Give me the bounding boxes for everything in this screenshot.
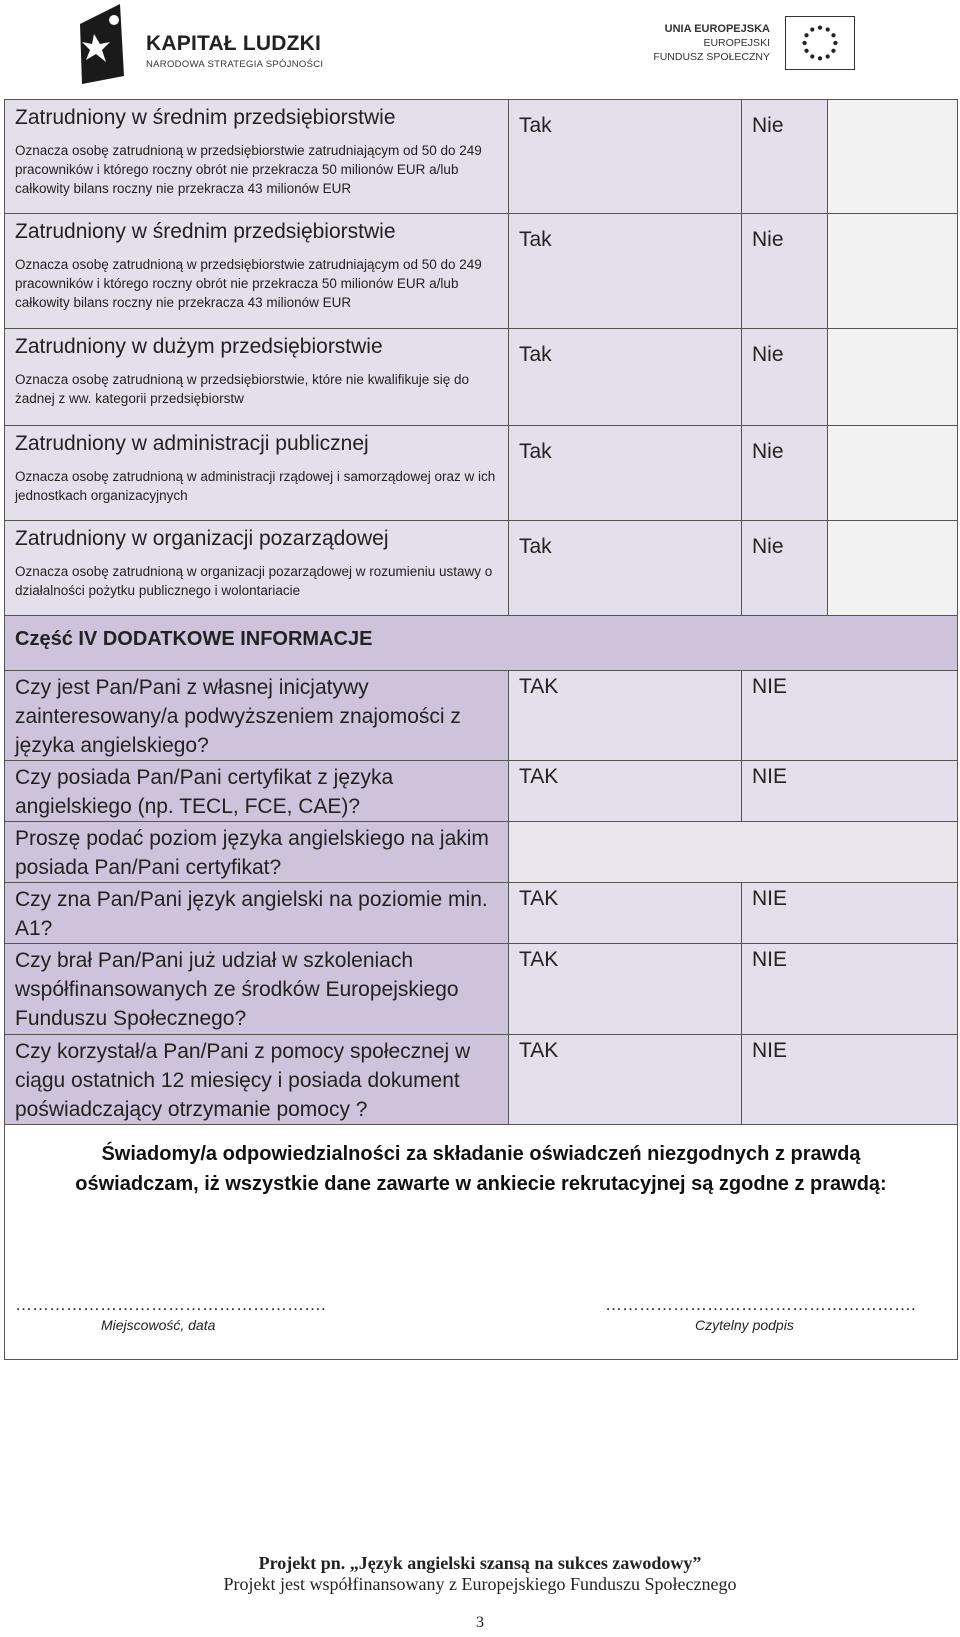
option-no[interactable]: NIE [742, 883, 958, 944]
employment-label-cell [5, 214, 509, 329]
blank-cell [828, 100, 958, 214]
question-text: Czy brał Pan/Pani już udział w szkoleniach współfinansowanych ze środków Europejskiego Funduszu Społecznego? [5, 944, 509, 1035]
question-text: Czy zna Pan/Pani język angielski na poziomie min. A1? [5, 883, 509, 944]
employment-desc: Oznacza osobę zatrudnioną w przedsiębiorstwie, które nie kwalifikuje się do żadnej z ww. kategorii przedsiębiorstw [15, 372, 469, 406]
logo-title: KAPITAŁ LUDZKI [146, 32, 322, 55]
question-row [5, 883, 958, 944]
eu-logo [640, 16, 855, 72]
option-yes[interactable]: Tak [509, 214, 742, 329]
question-text: Czy posiada Pan/Pani certyfikat z języka angielskiego (np. TECL, FCE, CAE)? [5, 761, 509, 822]
employment-title: Zatrudniony w administracji publicznej [15, 432, 369, 455]
option-no[interactable]: NIE [742, 944, 958, 1035]
option-yes[interactable]: TAK [509, 761, 742, 822]
employment-label-cell [5, 521, 509, 616]
eu-logo-text [653, 22, 770, 64]
question-text: Czy korzystał/a Pan/Pani z pomocy społecznej w ciągu ostatnich 12 miesięcy i posiada dokument poświadczający otrzymanie pomocy ? [5, 1035, 509, 1125]
question-row [5, 671, 958, 761]
employment-row [5, 426, 958, 521]
signature-field[interactable]: ………………………………………………. [605, 1295, 916, 1314]
option-yes[interactable]: TAK [509, 944, 742, 1035]
employment-title: Zatrudniony w organizacji pozarządowej [15, 527, 389, 550]
recruitment-form-table [4, 99, 958, 1360]
option-no[interactable]: NIE [742, 761, 958, 822]
option-no[interactable]: Nie [742, 100, 828, 214]
employment-label-cell [5, 426, 509, 521]
declaration-line1: Świadomy/a odpowiedzialności za składanie oświadczeń niezgodnych z prawdą [101, 1143, 861, 1165]
blank-cell [828, 214, 958, 329]
question-text: Czy jest Pan/Pani z własnej inicjatywy zainteresowany/a podwyższeniem znajomości z języka angielskiego? [5, 671, 509, 761]
option-yes[interactable]: Tak [509, 521, 742, 616]
eu-line2: EUROPEJSKI [703, 37, 770, 49]
employment-row [5, 329, 958, 426]
declaration-row [5, 1125, 958, 1360]
employment-title: Zatrudniony w dużym przedsiębiorstwie [15, 335, 383, 358]
employment-row [5, 521, 958, 616]
page-number: 3 [476, 1614, 484, 1631]
declaration-text [15, 1139, 947, 1199]
question-row [5, 761, 958, 822]
place-date-field[interactable]: ………………………………………………. [15, 1295, 326, 1314]
option-yes[interactable]: TAK [509, 883, 742, 944]
option-no[interactable]: Nie [742, 521, 828, 616]
blank-cell [828, 521, 958, 616]
option-yes[interactable]: Tak [509, 100, 742, 214]
declaration-line2: oświadczam, iż wszystkie dane zawarte w ankiecie rekrutacyjnej są zgodne z prawdą: [75, 1173, 887, 1195]
employment-title: Zatrudniony w średnim przedsiębiorstwie [15, 220, 396, 243]
option-no[interactable]: NIE [742, 1035, 958, 1125]
section-heading-row [5, 616, 958, 671]
footer-project-title: Projekt pn. „Język angielski szansą na sukces zawodowy” [258, 1553, 702, 1573]
option-no[interactable]: NIE [742, 671, 958, 761]
blank-cell [828, 329, 958, 426]
eu-line3: FUNDUSZ SPOŁECZNY [653, 51, 770, 63]
employment-title: Zatrudniony w średnim przedsiębiorstwie [15, 106, 396, 129]
eu-line1: UNIA EUROPEJSKA [664, 23, 770, 35]
answer-field[interactable] [509, 822, 958, 883]
question-row [5, 822, 958, 883]
option-no[interactable]: Nie [742, 329, 828, 426]
footer [0, 1553, 960, 1595]
employment-desc: Oznacza osobę zatrudnioną w administracji rządowej i samorządowej oraz w ich jednostkach organizacyjnych [15, 469, 496, 503]
place-date-label: Miejscowość, data [101, 1317, 216, 1333]
option-yes[interactable]: TAK [509, 671, 742, 761]
declaration-cell [5, 1125, 958, 1360]
option-no[interactable]: Nie [742, 426, 828, 521]
section-heading: Część IV DODATKOWE INFORMACJE [5, 616, 958, 671]
kapital-ludzki-logo [74, 4, 334, 84]
question-text: Proszę podać poziom języka angielskiego na jakim posiada Pan/Pani certyfikat? [5, 822, 509, 883]
employment-desc: Oznacza osobę zatrudnioną w przedsiębiorstwie zatrudniającym od 50 do 249 pracowników i którego roczny obrót nie przekracza 50 milionów EUR a/lub całkowity bilans roczny nie przekracza 43 milionów EUR [15, 143, 482, 196]
employment-label-cell [5, 100, 509, 214]
option-yes[interactable]: Tak [509, 426, 742, 521]
logo-subtitle: NARODOWA STRATEGIA SPÓJNOŚCI [146, 59, 324, 70]
employment-desc: Oznacza osobę zatrudnioną w organizacji pozarządowej w rozumieniu ustawy o działalności pożytku publicznego i wolontariacie [15, 564, 493, 598]
signature-label: Czytelny podpis [695, 1317, 794, 1333]
option-no[interactable]: Nie [742, 214, 828, 329]
employment-desc: Oznacza osobę zatrudnioną w przedsiębiorstwie zatrudniającym od 50 do 249 pracowników i którego roczny obrót nie przekracza 50 milionów EUR a/lub całkowity bilans roczny nie przekracza 43 milionów EUR [15, 257, 482, 310]
question-row [5, 944, 958, 1035]
employment-label-cell [5, 329, 509, 426]
kapital-ludzki-emblem-icon [74, 4, 130, 84]
employment-row [5, 100, 958, 214]
employment-row [5, 214, 958, 329]
eu-flag-icon [785, 16, 855, 70]
option-yes[interactable]: TAK [509, 1035, 742, 1125]
blank-cell [828, 426, 958, 521]
question-row [5, 1035, 958, 1125]
footer-cofinance: Projekt jest współfinansowany z Europejskiego Funduszu Społecznego [223, 1574, 737, 1594]
option-yes[interactable]: Tak [509, 329, 742, 426]
